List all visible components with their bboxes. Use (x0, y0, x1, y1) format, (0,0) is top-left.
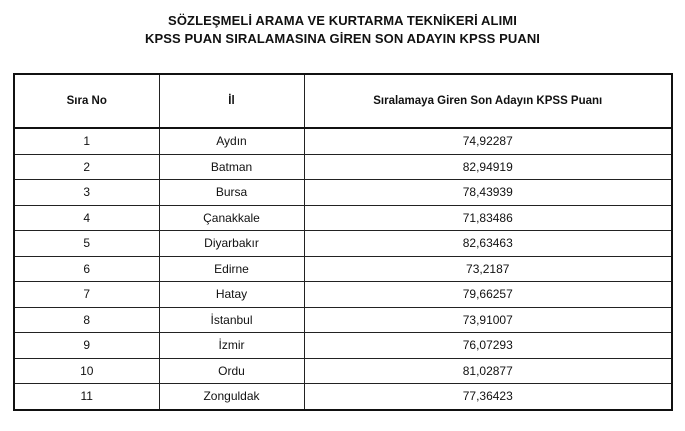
cell-province: Batman (159, 154, 304, 180)
cell-province: İzmir (159, 333, 304, 359)
table-row (14, 128, 672, 154)
cell-score: 77,36423 (304, 384, 672, 410)
cell-rank: 11 (14, 384, 159, 410)
table-row (14, 180, 672, 206)
cell-province: Hatay (159, 282, 304, 308)
cell-province: Ordu (159, 358, 304, 384)
header-score: Sıralamaya Giren Son Adayın KPSS Puanı (304, 74, 672, 128)
table-row (14, 256, 672, 282)
table-row (14, 154, 672, 180)
cell-score: 73,2187 (304, 256, 672, 282)
table-row (14, 358, 672, 384)
document-subtitle: KPSS PUAN SIRALAMASINA GİREN SON ADAYIN KPSS PUANI (144, 31, 541, 46)
header-rank: Sıra No (14, 74, 159, 128)
cell-province: İstanbul (159, 307, 304, 333)
cell-score: 73,91007 (304, 307, 672, 333)
cell-score: 79,66257 (304, 282, 672, 308)
cell-province: Çanakkale (159, 205, 304, 231)
cell-rank: 10 (14, 358, 159, 384)
cell-rank: 2 (14, 154, 159, 180)
document-header (0, 12, 685, 48)
table-row (14, 231, 672, 257)
table-header-row (14, 74, 672, 128)
cell-province: Zonguldak (159, 384, 304, 410)
cell-score: 71,83486 (304, 205, 672, 231)
document-title: SÖZLEŞMELİ ARAMA VE KURTARMA TEKNİKERİ ALIMI (168, 13, 517, 28)
cell-province: Diyarbakır (159, 231, 304, 257)
cell-score: 74,92287 (304, 128, 672, 154)
table-row (14, 282, 672, 308)
cell-rank: 3 (14, 180, 159, 206)
cell-rank: 8 (14, 307, 159, 333)
kpss-score-table (13, 73, 673, 411)
cell-score: 82,94919 (304, 154, 672, 180)
cell-rank: 5 (14, 231, 159, 257)
cell-province: Edirne (159, 256, 304, 282)
cell-rank: 4 (14, 205, 159, 231)
cell-rank: 7 (14, 282, 159, 308)
cell-rank: 1 (14, 128, 159, 154)
cell-score: 81,02877 (304, 358, 672, 384)
cell-rank: 9 (14, 333, 159, 359)
table-row (14, 384, 672, 410)
cell-province: Bursa (159, 180, 304, 206)
table-row (14, 307, 672, 333)
cell-score: 78,43939 (304, 180, 672, 206)
table-row (14, 205, 672, 231)
table-row (14, 333, 672, 359)
cell-score: 76,07293 (304, 333, 672, 359)
cell-score: 82,63463 (304, 231, 672, 257)
cell-province: Aydın (159, 128, 304, 154)
header-province: İl (159, 74, 304, 128)
cell-rank: 6 (14, 256, 159, 282)
